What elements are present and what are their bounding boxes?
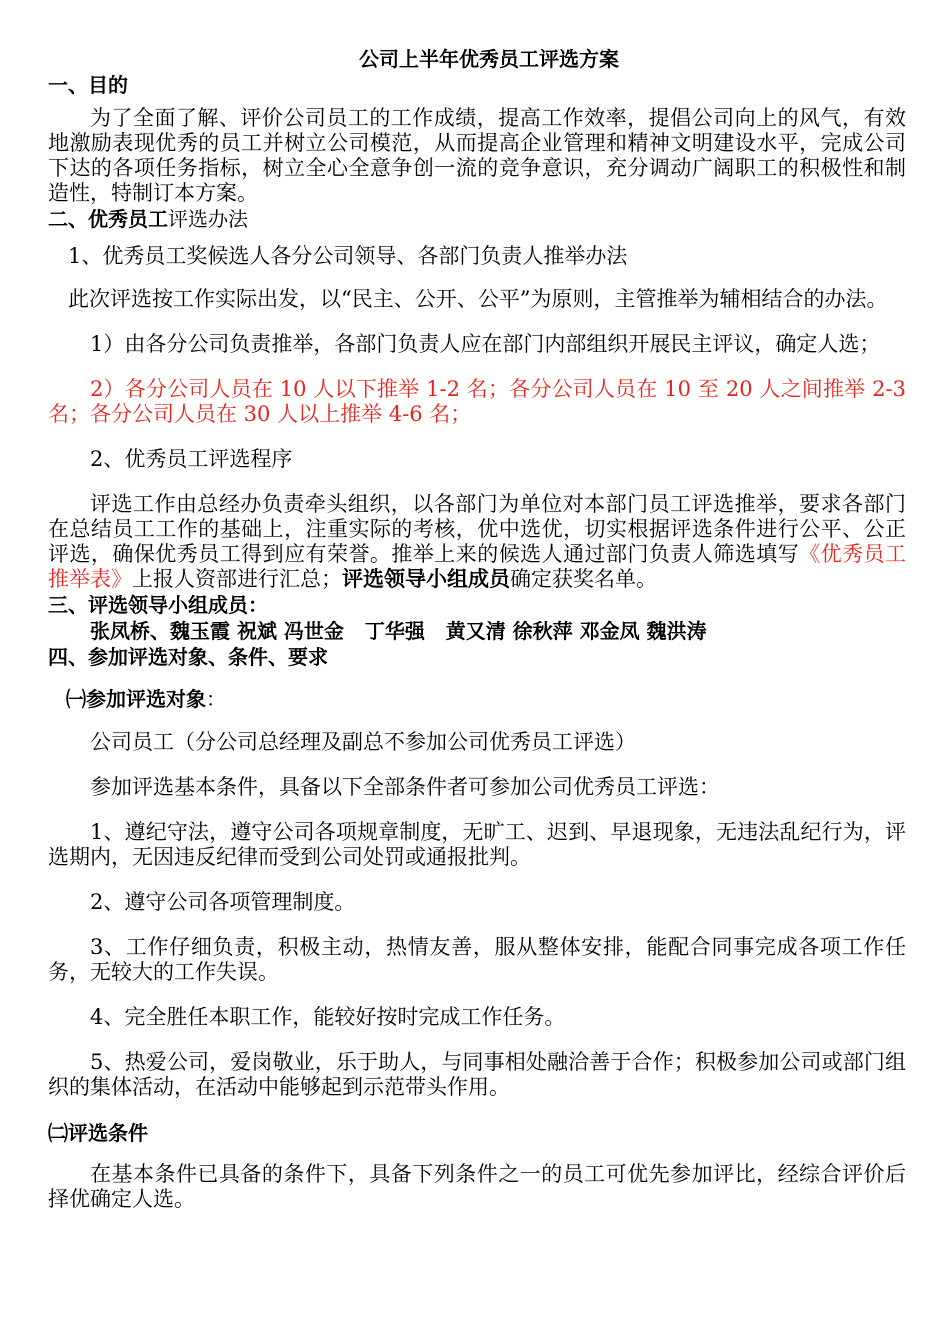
subheading-criteria: ㈡评选条件 (48, 1121, 148, 1145)
procedure-item: 2、优秀员工评选程序 (90, 447, 293, 471)
condition-5: 5、热爱公司，爱岗敬业，乐于助人，与同事相处融洽善于合作；积极参加公司或部门组织的集体活动，在活动中能够起到示范带头作用。 (48, 1050, 906, 1099)
procedure-paragraph (48, 492, 906, 592)
condition-3: 3、工作仔细负责，积极主动，热情友善，服从整体安排，能配合同事完成各项工作任务，无较大的工作失误。 (48, 935, 906, 984)
committee-members: 张凤桥、魏玉霞 祝斌 冯世金 丁华强 黄又清 徐秋萍 邓金凤 魏洪涛 (90, 619, 707, 643)
nomination-form-reference: 《优秀员工推举表》 (48, 542, 907, 591)
purpose-paragraph: 为了全面了解、评价公司员工的工作成绩，提高工作效率，提倡公司向上的风气，有效地激励表现优秀的员工并树立公司模范，从而提高企业管理和精神文明建设水平，完成公司下达的各项任务指标，树立全心全意争创一流的竞争意识，充分调动广阔职工的积极性和制造性，特制订本方案。 (48, 106, 906, 205)
procedure-text-c: 确定获奖名单。 (510, 567, 657, 591)
principle-paragraph: 此次评选按工作实际出发，以“民主、公开、公平”为原则，主管推举为辅相结合的办法。 (68, 287, 888, 311)
criteria-paragraph: 在基本条件已具备的条件下，具备下列条件之一的员工可优先参加评比，经综合评价后择优确定人选。 (48, 1162, 906, 1211)
section-heading-method (48, 206, 906, 232)
procedure-text-a: 评选工作由总经办负责牵头组织，以各部门为单位对本部门员工评选推举，要求各部门在总结员工工作的基础上，注重实际的考核，优中选优，切实根据评选条件进行公平、公正评选，确保优秀员工得到应有荣誉。推举上来的候选人通过部门负责人筛选填写 (48, 492, 906, 566)
participants-paragraph: 公司员工（分公司总经理及副总不参加公司优秀员工评选） (90, 730, 636, 754)
participants-heading-rest: ： (206, 687, 226, 711)
nomination-rule-2: 2）各分公司人员在 10 人以下推举 1-2 名；各分公司人员在 10 至 20 人之间推举 2-3 名；各分公司人员在 30 人以上推举 4-6 名； (48, 377, 906, 426)
basic-conditions-intro: 参加评选基本条件，具备以下全部条件者可参加公司优秀员工评选： (90, 775, 720, 799)
procedure-text-bold: 评选领导小组成员 (342, 567, 510, 591)
section-heading-committee: 三、评选领导小组成员： (48, 593, 268, 617)
subheading-participants (48, 686, 906, 712)
method-heading-rest: 评选办法 (168, 207, 248, 231)
method-heading-bold: 二、优秀员工 (48, 207, 168, 231)
procedure-text-b: 上报人资部进行汇总； (132, 567, 342, 591)
condition-1: 1、遵纪守法，遵守公司各项规章制度，无旷工、迟到、早退现象，无违法乱纪行为，评选期内，无因违反纪律而受到公司处罚或通报批判。 (48, 820, 906, 869)
section-heading-eligibility: 四、参加评选对象、条件、要求 (48, 645, 328, 669)
nomination-rule-1: 1）由各分公司负责推举，各部门负责人应在部门内部组织开展民主评议，确定人选； (90, 332, 881, 356)
document-page (48, 46, 906, 1212)
section-heading-purpose: 一、目的 (48, 73, 128, 97)
condition-4: 4、完全胜任本职工作，能较好按时完成工作任务。 (90, 1005, 566, 1029)
condition-2: 2、遵守公司各项管理制度。 (90, 890, 356, 914)
participants-heading-bold: ㈠参加评选对象 (66, 687, 206, 711)
document-title: 公司上半年优秀员工评选方案 (359, 47, 619, 71)
nomination-item: 1、优秀员工奖候选人各分公司领导、各部门负责人推举办法 (68, 244, 628, 268)
